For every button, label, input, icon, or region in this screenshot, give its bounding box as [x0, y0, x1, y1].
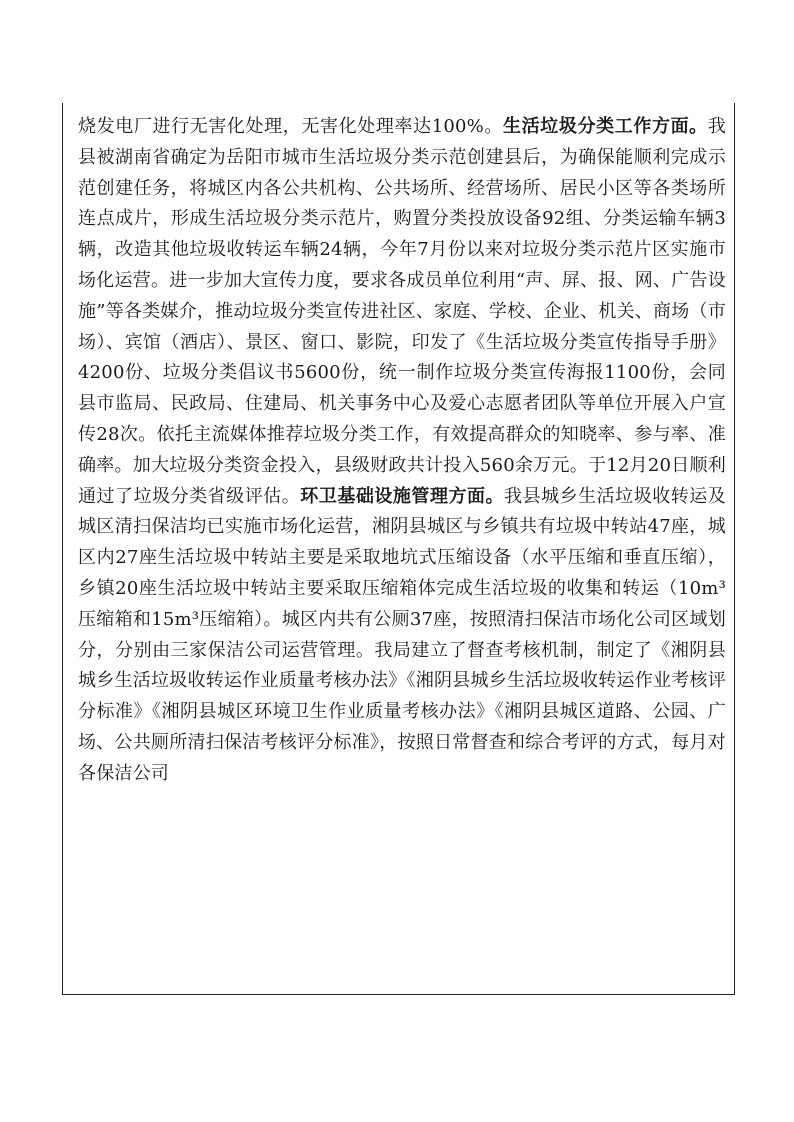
- text-segment: 我县被湖南省确定为岳阳市城市生活垃圾分类示范创建县后，为确保能顺利完成示范创建任务，将城区内各公共机构、公共场所、经营场所、居民小区等各类场所连点成片，形成生活垃圾分类示范片，购置分类投放设备92组、分类运输车辆3辆，改造其他垃圾收转运车辆24辆，今年7月份以来对垃圾分类示范片区实施市场化运营。进一步加大宣传力度，要求各成员单位利用“声、屏、报、网、广告设施”等各类媒介，推动垃圾分类宣传进社区、家庭、学校、企业、机关、商场（市场）、宾馆（酒店）、景区、窗口、影院，印发了《生活垃圾分类宣传指导手册》4200份、垃圾分类倡议书5600份，统一制作垃圾分类宣传海报1100份，会同县市监局、民政局、住建局、机关事务中心及爱心志愿者团队等单位开展入户宣传28次。依托主流媒体推荐垃圾分类工作，有效提高群众的知晓率、参与率、准确率。加大垃圾分类资金投入，县级财政共计投入560余万元。于12月20日顺利通过了垃圾分类省级评估。: [78, 116, 726, 507]
- body-paragraph: [78, 112, 726, 790]
- section-heading-waste-sorting: 生活垃圾分类工作方面。: [503, 116, 708, 137]
- text-segment: 烧发电厂进行无害化处理，无害化处理率达100%。: [78, 116, 504, 137]
- text-segment: 我县城乡生活垃圾收转运及城区清扫保洁均已实施市场化运营，湘阴县城区与乡镇共有垃圾中转站47座，城区内27座生活垃圾中转站主要是采取地坑式压缩设备（水平压缩和垂直压缩），乡镇20座生活垃圾中转站主要采取压缩箱体完成生活垃圾的收集和转运（10m³压缩箱和15m³压缩箱）。城区内共有公厕37座，按照清扫保洁市场化公司区域划分，分别由三家保洁公司运营管理。我局建立了督查考核机制，制定了《湘阴县城乡生活垃圾收转运作业质量考核办法》《湘阴县城乡生活垃圾收转运作业考核评分标准》《湘阴县城区环境卫生作业质量考核办法》《湘阴县城区道路、公园、广场、公共厕所清扫保洁考核评分标准》，按照日常督查和综合考评的方式，每月对各保洁公司: [78, 485, 726, 784]
- section-heading-sanitation-facilities: 环卫基础设施管理方面。: [300, 485, 505, 507]
